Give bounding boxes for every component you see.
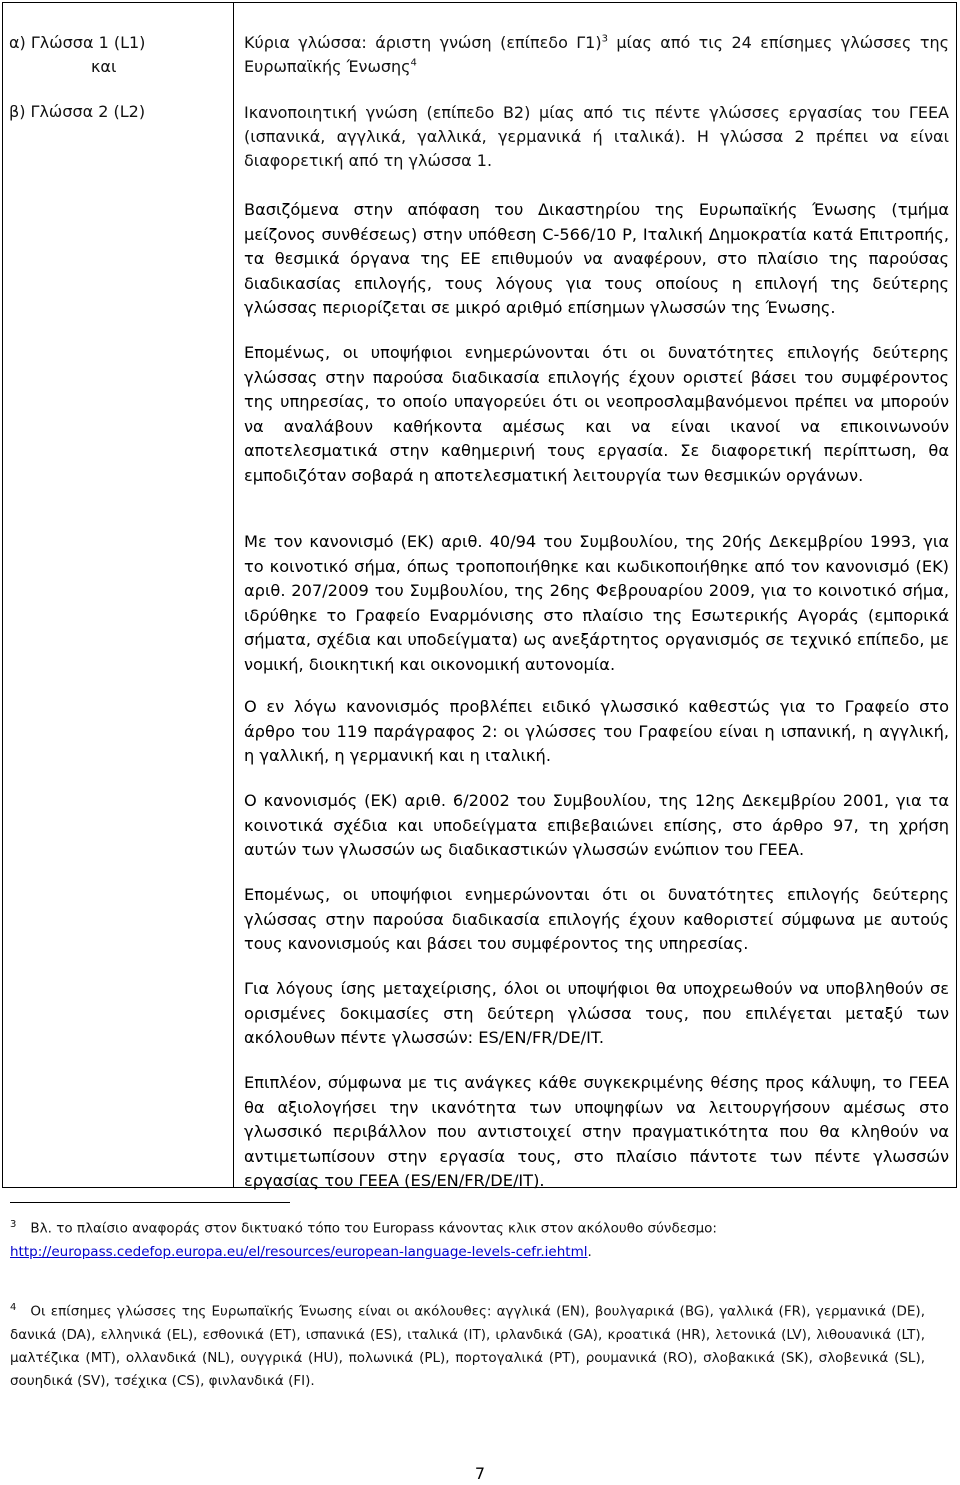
column-divider <box>233 3 234 1187</box>
l1-text-cont: μίας από τις 24 επίσημες γλώσσες της Ευρωπαϊκής Ένωσης <box>244 33 949 76</box>
footnote-ref-4[interactable]: 4 <box>410 57 417 69</box>
paragraph-service-interest: Επομένως, οι υποψήφιοι ενημερώνονται ότι οι δυνατότητες επιλογής δεύτερης γλώσσας στην παρούσα διαδικασία επιλογής έχουν οριστεί βάσει του συμφέροντος της υπηρεσίας, το οποίο υπαγορεύει ότι οι νεοπροσλαμβανόμενοι πρέπει να μπορούν να αναλάβουν καθήκοντα αμέσως και να είναι ικανοί να επικοινωνούν αποτελεσματικά στην καθημερινή τους εργασία. Σε διαφορετική περίπτωση, θα εμποδιζόταν σοβαρά η αποτελεσματική λειτουργία των θεσμικών οργάνων. <box>244 343 949 485</box>
paragraph-court-ruling: Βασιζόμενα στην απόφαση του Δικαστηρίου της Ευρωπαϊκής Ένωσης (τμήμα μείζονος συνθέσεως) στην υπόθεση C-566/10 P, Ιταλική Δημοκρατία κατά Επιτροπής, τα θεσμικά όργανα της ΕΕ επιθυμούν να αναφέρουν, στο πλαίσιο της παρούσας διαδικασίας επιλογής, τους λόγους για τους οποίους η επιλογή της δεύτερης γλώσσας περιορίζεται σε μικρό αριθμό επίσημων γλωσσών της Ένωσης. <box>244 200 949 317</box>
language-2-description: Ικανοποιητική γνώση (επίπεδο B2) μίας από τις πέντε γλώσσες εργασίας του ΓΕΕΑ (ισπανικά, αγγλικά, γαλλικά, γερμανικά ή ιταλικά). Η γλώσσα 2 πρέπει να είναι διαφορετική από τη γλώσσα 1. <box>244 103 949 170</box>
footnote-3 <box>10 1213 925 1264</box>
label-and: και <box>91 57 117 76</box>
europass-link[interactable]: http://europass.cedefop.europa.eu/el/resources/european-language-levels-cefr.iehtml <box>10 1243 588 1260</box>
paragraph-equal-treatment: Για λόγους ίσης μεταχείρισης, όλοι οι υποψήφιοι θα υποχρεωθούν να υποβληθούν σε ορισμένες δοκιμασίες στη δεύτερη γλώσσα τους, που επιλέγεται μεταξύ των ακόλουθων πέντε γλωσσών: ES/EN/FR/DE/IT. <box>244 979 949 1047</box>
label-l1: α) Γλώσσα 1 (L1) <box>9 33 146 52</box>
footnote-3-tail: . <box>587 1243 592 1260</box>
footnote-4-text: Οι επίσημες γλώσσες της Ευρωπαϊκής Ένωσης είναι οι ακόλουθες: αγγλικά (EN), βουλγαρικά (BG), γαλλικά (FR), γερμανικά (DE), δανικά (DA), ελληνικά (EL), εσθονικά (ET), ισπανικά (ES), ιταλικά (IT), ιρλανδικά (GA), κροατικά (HR), λετονικά (LV), λιθουανικά (LT), μαλτέζικα (MT), ολλανδικά (NL), ουγγρικά (HU), πολωνικά (PL), πορτογαλικά (PT), ρουμανικά (RO), σλοβακικά (SK), σλοβενικά (SL), σουηδικά (SV), τσέχικα (CS), φινλανδικά (FI). <box>10 1303 925 1389</box>
paragraph-additional-assessment: Επιπλέον, σύμφωνα με τις ανάγκες κάθε συγκεκριμένης θέσης προς κάλυψη, το ΓΕΕΑ θα αξιολογήσει την ικανότητα των υποψηφίων να λειτουργήσουν αμέσως στο γλωσσικό περιβάλλον που αντιστοιχεί στην πραγματικότητα που θα κληθούν να αντιμετωπίσουν στην εργασία τους, στο πλαίσιο πάντοτε των πέντε γλωσσών εργασίας του ΓΕΕΑ (ES/EN/FR/DE/IT). <box>244 1073 949 1190</box>
paragraph-consequently: Επομένως, οι υποψήφιοι ενημερώνονται ότι οι δυνατότητες επιλογής δεύτερης γλώσσας στην παρούσα διαδικασία επιλογής έχουν καθοριστεί σύμφωνα με αυτούς τους κανονισμούς και βάσει του συμφέροντος της υπηρεσίας. <box>244 885 949 953</box>
label-language-2: β) Γλώσσα 2 (L2) <box>9 102 146 121</box>
page-number: 7 <box>474 1464 486 1483</box>
footnote-3-number: 3 <box>10 1219 17 1230</box>
paragraph-regulation-40-94: Με τον κανονισμό (ΕΚ) αριθ. 40/94 του Συμβουλίου, της 20ής Δεκεμβρίου 1993, για το κοινοτικό σήμα, όπως τροποποιήθηκε και κωδικοποιήθηκε από τον κανονισμό (ΕΚ) αριθ. 207/2009 του Συμβουλίου, της 26ης Φεβρουαρίου 2009, για το κοινοτικό σήμα, ιδρύθηκε το Γραφείο Εναρμόνισης στο πλαίσιο της Εσωτερικής Αγοράς (εμπορικά σήματα, σχέδια και υποδείγματα) ως ανεξάρτητος οργανισμός σε τεχνικό επίπεδο, με νομική, διοικητική και οικονομική αυτονομία. <box>244 532 949 674</box>
language-requirements-table <box>2 2 957 1188</box>
language-1-description <box>244 31 949 79</box>
paragraph-regulation-6-2002: Ο κανονισμός (ΕΚ) αριθ. 6/2002 του Συμβουλίου, της 12ης Δεκεμβρίου 2001, για τα κοινοτικά σχέδια και υποδείγματα επιβεβαιώνει επίσης, στο άρθρο 97, τη χρήση αυτών των γλωσσών ως διαδικαστικών γλωσσών ενώπιον του ΓΕΕΑ. <box>244 791 949 859</box>
footnote-3-text: Βλ. το πλαίσιο αναφοράς στον δικτυακό τόπο του Europass κάνοντας κλικ στον ακόλουθο σύνδεσμο: <box>30 1220 717 1237</box>
footnote-ref-3[interactable]: 3 <box>601 33 608 45</box>
footnote-4 <box>10 1296 925 1393</box>
l1-text: Κύρια γλώσσα: άριστη γνώση (επίπεδο Γ1) <box>244 33 602 52</box>
footnote-separator <box>10 1202 290 1203</box>
label-language-1 <box>9 31 227 79</box>
footnote-4-number: 4 <box>10 1302 17 1313</box>
paragraph-article-119: Ο εν λόγω κανονισμός προβλέπει ειδικό γλωσσικό καθεστώς για το Γραφείο στο άρθρο του 119 παράγραφος 2: οι γλώσσες του Γραφείου είναι η ισπανική, η αγγλική, η γαλλική, η γερμανική και η ιταλική. <box>244 697 949 765</box>
